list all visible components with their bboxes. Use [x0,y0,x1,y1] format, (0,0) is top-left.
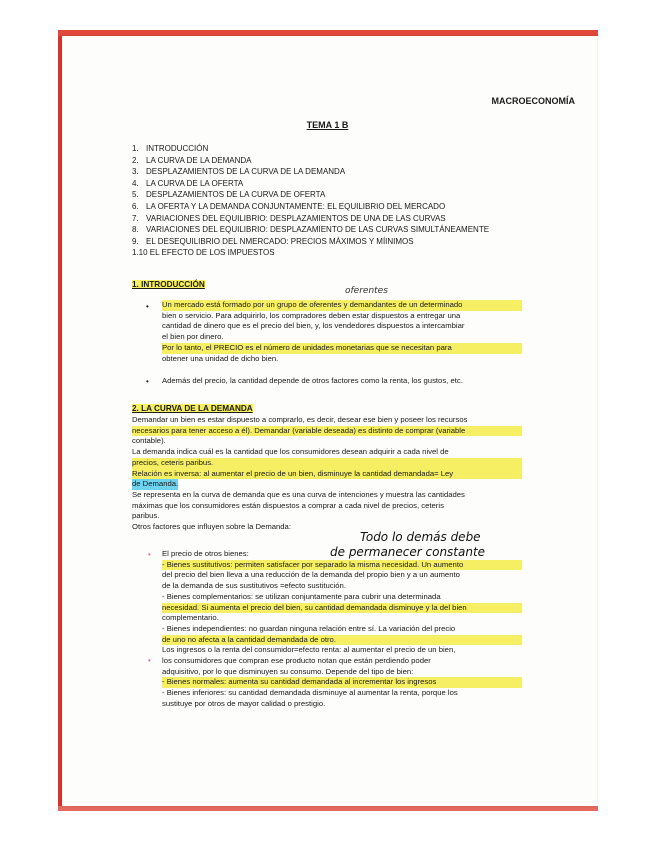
toc-item: 9. EL DESEQUILIBRIO DEL NMERCADO: PRECIOS MÁXIMOS Y MÍINIMOS [132,236,414,246]
text-line: La demanda indica cuál es la cantidad que los consumidores desean adquirir a cada nivel de [132,447,449,457]
text-line: Un mercado está formado por un grupo de oferentes y demandantes de un determinado [162,300,522,311]
text-line: Relación es inversa: al aumentar el precio de un bien, disminuye la cantidad demandada= Ley [132,469,522,480]
course-header: MACROECONOMÍA [491,96,575,106]
text-line: del precio del bien lleva a una reducción de la demanda del propio bien y a un aumento [162,570,460,580]
text-line: Por lo tanto, el PRECIO es el número de unidades monetarias que se necesitan para [162,343,522,354]
text-line: los consumidores que compran ese producto notan que están perdiendo poder [162,656,431,666]
intro-bullet-2: Además del precio, la cantidad depende de otros factores como la renta, los gustos, etc. [162,376,463,385]
text-line: - Bienes complementarios: se utilizan conjuntamente para cubrir una determinada [162,591,441,601]
text-line: sustituye por otros de mayor calidad o prestigio. [162,698,326,708]
toc-item: 1. INTRODUCCIÓN [132,144,209,153]
bullet-icon: • [148,656,151,665]
text-line: paribus. [132,511,160,521]
text-line: necesarios para tener acceso a él). Demandar (variable deseada) es distinto de comprar (variable [132,426,522,437]
text-line: - Bienes normales: aumenta su cantidad demandada al incrementar los ingresos [162,677,522,688]
text-line: complementario. [162,613,219,623]
text-line: Otros factores que influyen sobre la Demanda: [132,522,291,532]
text-line: - Bienes inferiores: su cantidad demandada disminuye al aumentar la renta, porque los [162,688,458,698]
toc-item: 6. LA OFERTA Y LA DEMANDA CONJUNTAMENTE: EL EQUILIBRIO DEL MERCADO [132,201,446,211]
text-line: de la demanda de sus sustitutivos =efecto sustitución. [162,581,346,591]
demand-factors-list [162,549,522,710]
toc-item: 5. DESPLAZAMIENTOS DE LA CURVA DE OFERTA [132,190,326,200]
text-line: el bien por dinero. [162,332,224,342]
toc-item: 3. DESPLAZAMIENTOS DE LA CURVA DE LA DEMANDA [132,167,346,177]
toc-item: 2. LA CURVA DE LA DEMANDA [132,155,252,165]
toc-item: 4. LA CURVA DE LA OFERTA [132,178,244,188]
section-heading-introduccion: 1. INTRODUCCIÓN [132,280,205,289]
bullet-icon: • [148,550,151,559]
bullet-icon: • [146,377,149,386]
toc-item: 1.10 EL EFECTO DE LOS IMPUESTOS [132,248,275,258]
text-line: obtener una unidad de dicho bien. [162,353,279,363]
text-line: bien o servicio. Para adquirirlo, los compradores deben estar dispuestos a entregar una [162,310,461,320]
section-heading-curva-demanda: 2. LA CURVA DE LA DEMANDA [132,404,253,413]
text-line: de uno no afecta a la cantidad demandada de otro. [162,635,522,646]
text-line: máximas que los consumidores están dispuestos a comprar a cada nivel de precios, ceteris [132,500,444,510]
text-line: Se representa en la curva de demanda que es una curva de intenciones y muestra las cantidades [132,489,465,499]
page-title: TEMA 1 B [306,120,349,130]
text-line: - Bienes independientes: no guardan ninguna relación entre sí. La variación del precio [162,623,456,633]
toc-item: 8. VARIACIONES DEL EQUILIBRIO: DESPLAZAMIENTO DE LAS CURVAS SIMULTÁNEAMENTE [132,225,490,235]
toc-item: 7. VARIACIONES DEL EQUILIBRIO: DESPLAZAMIENTOS DE UNA DE LAS CURVAS [132,213,446,223]
text-line: - Bienes sustitutivos: permiten satisfacer por separado la misma necesidad. Un aumento [162,560,522,571]
text-line: Los ingresos o la renta del consumidor=efecto renta: al aumentar el precio de un bien, [162,645,456,655]
text-line: de Demanda. [132,479,179,489]
bullet-icon: • [146,302,149,311]
handwritten-note-line1: Todo lo demás debe [360,530,481,544]
text-line: El precio de otros bienes: [162,549,249,558]
text-line: precios, ceteris paribus. [132,458,522,469]
text-line: necesidad. Si aumenta el precio del bien, su cantidad demandada disminuye y la del bien [162,603,522,614]
text-line: contable). [132,436,166,446]
handwritten-note-line2: de permanecer constante [330,545,486,559]
text-line: Demandar un bien es estar dispuesto a comprarlo, es decir, desear ese bien y poseer los recursos [132,415,468,424]
text-line: cantidad de dinero que es el precio del bien, y, los vendedores dispuestos a intercambiar [162,321,465,331]
handwritten-note-oferentes: oferentes [345,286,388,296]
binder-edge-bottom [58,806,598,811]
table-of-contents [132,143,489,259]
intro-paragraph [162,300,522,364]
demand-paragraph [132,415,522,533]
text-line: adquisitivo, por lo que disminuyen su consumo. Depende del tipo de bien: [162,666,414,676]
